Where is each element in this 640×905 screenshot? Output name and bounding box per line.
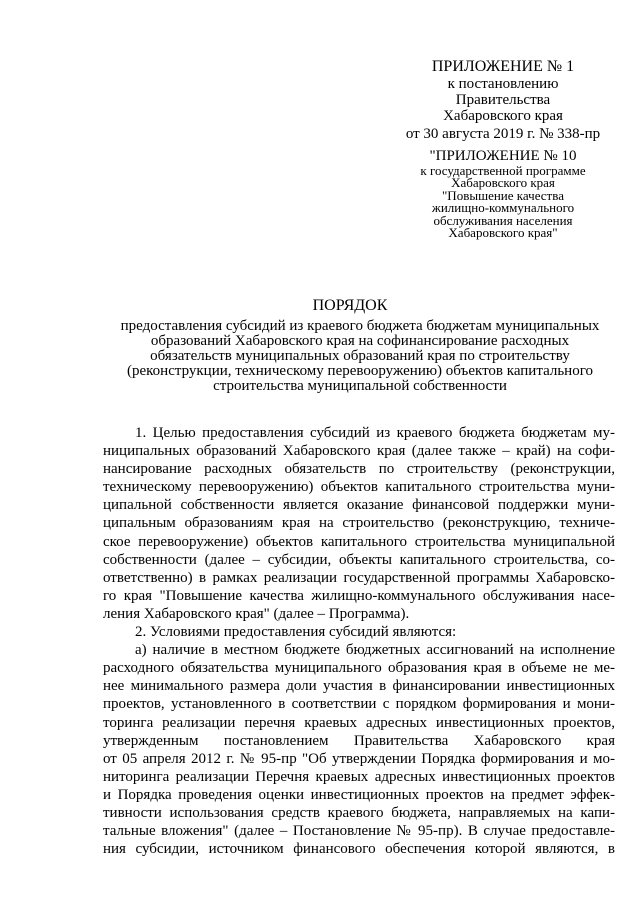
appendix-line: к постановлению [447, 76, 559, 92]
body-line: проектов, установленного в соответствии с порядком формирования и мони- [103, 696, 615, 713]
document-subtitle [100, 319, 620, 394]
program-appendix-line: "Повышение качества [442, 187, 564, 203]
body-line: го края "Повышение качества жилищно-коммунального обслуживания насе- [103, 587, 615, 604]
body-line: ления Хабаровского края" (далее – Программа). [103, 605, 410, 622]
appendix-block [398, 58, 608, 142]
subtitle-line: строительства муниципальной собственности [213, 378, 507, 394]
body-line: тивности использования средств краевого бюджета, направляемых на капи- [103, 804, 615, 821]
body-line: нансирование расходных обязательств по строительству (реконструкции, [103, 461, 615, 478]
program-appendix-block [398, 147, 608, 239]
body-line: тальные вложения" (далее – Постановление № 95-пр). В случае предоставле- [103, 823, 615, 840]
body-line: расходного обязательства муниципального образования края в объеме не ме- [103, 660, 615, 677]
body-line: ципальным образованиям края на строительство (реконструкцию, техниче- [103, 515, 615, 532]
program-appendix-line: обслуживания населения [433, 212, 573, 228]
body-line: собственности (далее – субсидии, объекты капитального строительства, со- [103, 551, 615, 568]
body-line: торинга реализации перечня краевых адресных инвестиционных проектов, [103, 714, 615, 731]
body-line: ния субсидии, источником финансового обеспечения которой являются, в [103, 841, 615, 858]
body-line: ское перевооружение) объектов капитального строительства муниципальной [103, 533, 615, 550]
document-body [103, 424, 615, 858]
document-title: ПОРЯДОК [312, 297, 388, 314]
body-line: утвержденным постановлением Правительства Хабаровского края [103, 732, 615, 749]
body-line: ниторинга реализации Перечня краевых адресных инвестиционных проектов [103, 768, 615, 785]
body-line: и Порядка проведения оценки инвестиционных проектов на предмет эффек- [103, 786, 615, 803]
program-appendix-line: жилищно-коммунального [431, 200, 575, 216]
subtitle-line: (реконструкции, техническому перевооружению) объектов капитального [126, 363, 593, 379]
program-appendix-line: Хабаровского края [451, 175, 555, 191]
body-line: ответственно) в рамках реализации государственной программы Хабаровско- [103, 569, 615, 586]
appendix-title: ПРИЛОЖЕНИЕ № 1 [431, 58, 575, 75]
subtitle-line: образований Хабаровского края на софинансирование расходных [150, 333, 570, 349]
subtitle-line: обязательств муниципальных образований края по строительству [150, 348, 570, 364]
body-line: от 05 апреля 2012 г. № 95-пр "Об утверждении Порядка формирования и мо- [103, 750, 615, 767]
body-line: ципальной собственности является оказание финансовой поддержки муни- [103, 497, 615, 514]
body-line: 1. Целью предоставления субсидий из краевого бюджета бюджетам му- [135, 425, 615, 441]
subtitle-line: предоставления субсидий из краевого бюджета бюджетам муниципальных [120, 318, 600, 334]
body-line: а) наличие в местном бюджете бюджетных ассигнований на исполнение [135, 642, 615, 659]
appendix-line: Правительства [455, 92, 551, 108]
program-appendix-line: к государственной программе [420, 163, 586, 178]
body-line: техническому перевооружению) объектов капитального строительства муни- [103, 479, 615, 496]
program-appendix-title: "ПРИЛОЖЕНИЕ № 10 [429, 148, 577, 164]
appendix-date: от 30 августа 2019 г. № 338-пр [405, 126, 601, 142]
appendix-line: Хабаровского края [443, 108, 563, 124]
body-line: ниципальных образований Хабаровского края (далее также – край) на софи- [103, 443, 615, 460]
program-appendix-line: Хабаровского края" [448, 225, 558, 241]
body-line: 2. Условиями предоставления субсидий являются: [135, 624, 457, 641]
body-line: нее минимального размера доли участия в финансировании инвестиционных [103, 678, 615, 695]
